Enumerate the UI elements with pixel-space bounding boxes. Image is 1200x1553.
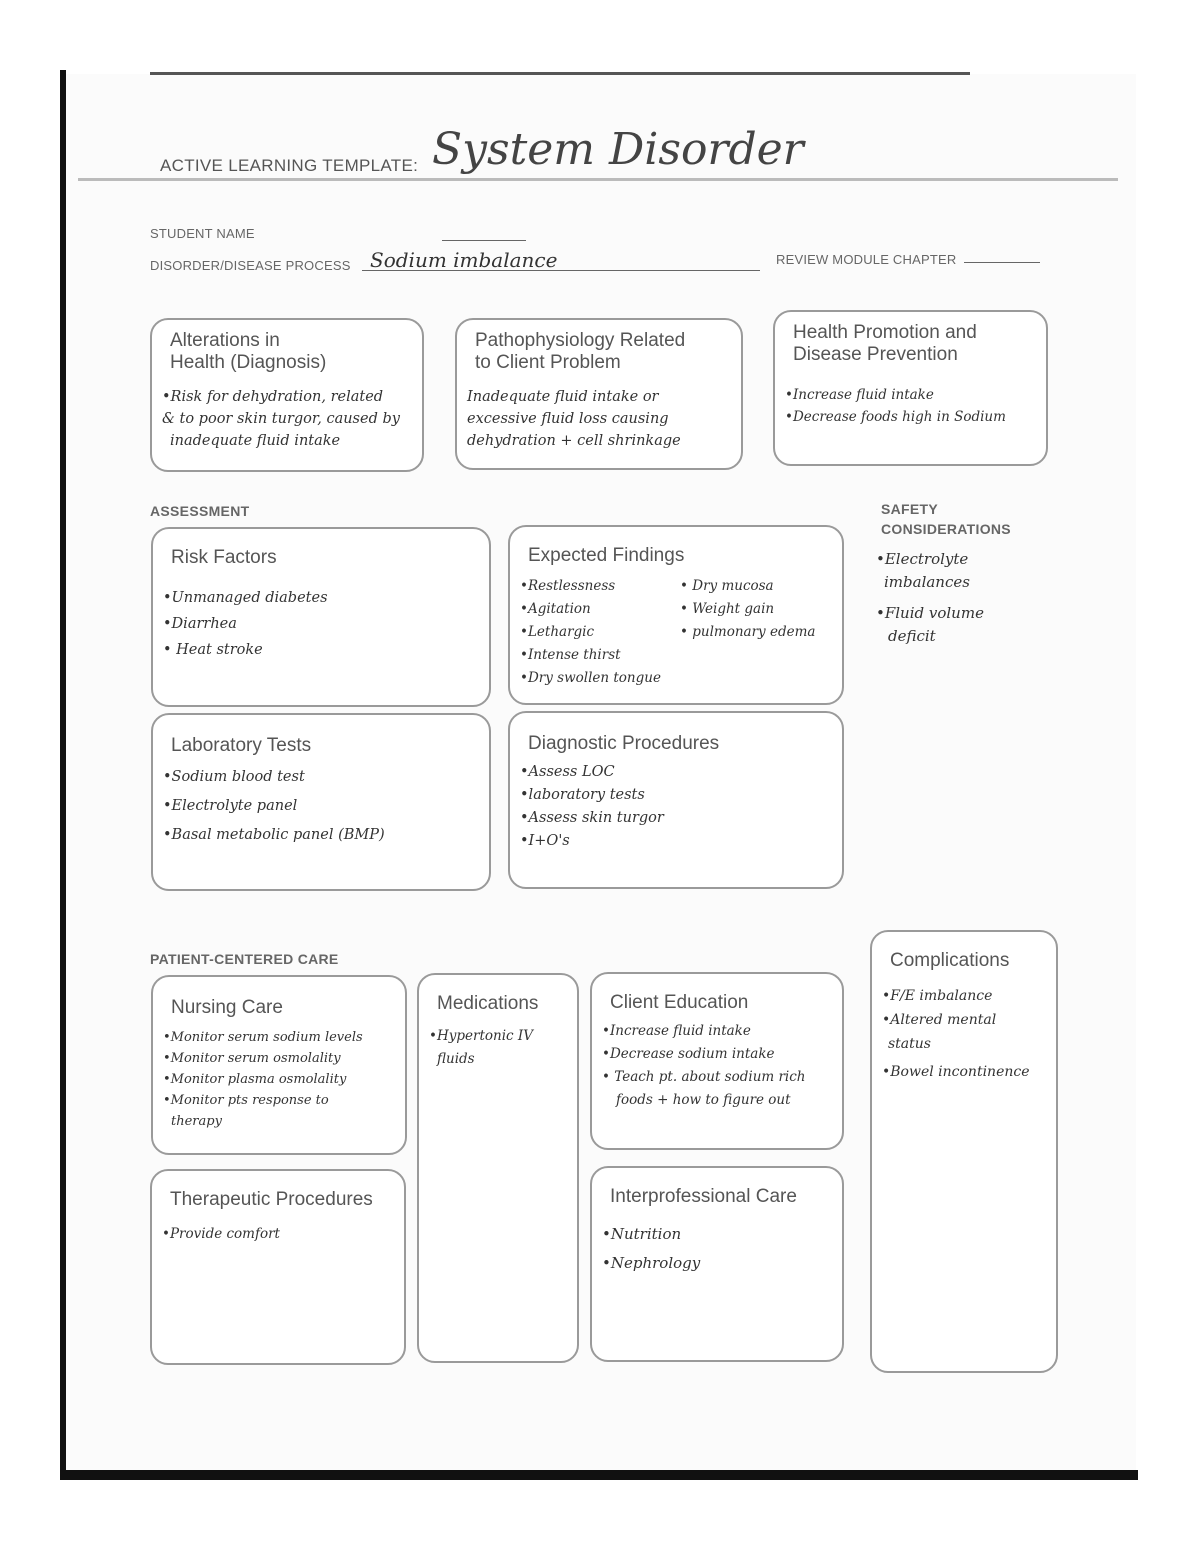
health-promotion-box — [773, 310, 1048, 466]
header-rule — [78, 178, 1118, 181]
complications-text: •F/E imbalance •Altered mental status •Bowel incontinence — [882, 988, 1030, 1080]
interprofessional-care-box — [590, 1166, 844, 1362]
complications-box — [870, 930, 1058, 1373]
complications-title: Complications — [890, 950, 1010, 971]
risk-factors-box — [151, 527, 491, 707]
template-label: ACTIVE LEARNING TEMPLATE: — [160, 156, 419, 175]
nursing-care-title: Nursing Care — [171, 997, 283, 1018]
disorder-field[interactable]: Sodium imbalance — [370, 248, 558, 272]
laboratory-tests-box — [151, 713, 491, 891]
page-edge-bottom — [60, 1470, 1138, 1480]
medications-text: •Hypertonic IV fluids — [429, 1028, 533, 1067]
alterations-title: Alterations in Health (Diagnosis) — [170, 330, 327, 373]
health-promotion-title: Health Promotion and Disease Prevention — [793, 322, 977, 365]
risk-factors-text: •Unmanaged diabetes •Diarrhea • Heat stroke — [163, 590, 328, 658]
diagnostic-procedures-text: •Assess LOC •laboratory tests •Assess skin turgor •I+O's — [520, 764, 664, 849]
page-title: System Disorder — [432, 124, 804, 175]
client-education-title: Client Education — [610, 992, 749, 1013]
review-module-label: REVIEW MODULE CHAPTER — [776, 252, 957, 267]
patient-care-section-label: PATIENT-CENTERED CARE — [150, 951, 339, 967]
interprofessional-care-title: Interprofessional Care — [610, 1186, 797, 1207]
laboratory-tests-title: Laboratory Tests — [171, 735, 312, 756]
student-name-field[interactable] — [442, 240, 526, 241]
interprofessional-care-text: •Nutrition •Nephrology — [602, 1225, 701, 1272]
laboratory-tests-text: •Sodium blood test •Electrolyte panel •Basal metabolic panel (BMP) — [163, 769, 385, 843]
alterations-text: •Risk for dehydration, related & to poor skin turgor, caused by inadequate fluid intake — [162, 389, 400, 449]
risk-factors-title: Risk Factors — [171, 547, 277, 568]
nursing-care-text: •Monitor serum sodium levels •Monitor serum osmolality •Monitor plasma osmolality •Monitor pts response to therapy — [163, 1030, 363, 1129]
safety-considerations-text: •Electrolyte imbalances •Fluid volume deficit — [876, 550, 984, 645]
top-rule — [150, 72, 970, 75]
pathophysiology-title: Pathophysiology Related to Client Problem — [475, 330, 686, 373]
disorder-label: DISORDER/DISEASE PROCESS — [150, 258, 351, 273]
expected-findings-box — [508, 525, 844, 705]
health-promotion-text: •Increase fluid intake •Decrease foods high in Sodium — [785, 387, 1006, 425]
client-education-text: •Increase fluid intake •Decrease sodium intake • Teach pt. about sodium rich foods + how to figure out — [602, 1023, 806, 1108]
diagnostic-procedures-box — [508, 711, 844, 889]
review-module-field[interactable] — [964, 262, 1040, 263]
expected-findings-title: Expected Findings — [528, 545, 685, 566]
expected-findings-text: •Restlessness •Agitation •Lethargic •Intense thirst •Dry swollen tongue • Dry mucosa • Weight gain • pulmonary edema — [520, 578, 816, 686]
nursing-care-box — [151, 975, 407, 1155]
therapeutic-procedures-text: •Provide comfort — [162, 1226, 280, 1242]
student-name-label: STUDENT NAME — [150, 226, 255, 241]
safety-considerations-label: SAFETY CONSIDERATIONS — [881, 501, 1011, 537]
pathophysiology-text: Inadequate fluid intake or excessive fluid loss causing dehydration + cell shrinkage — [467, 389, 681, 449]
therapeutic-procedures-title: Therapeutic Procedures — [170, 1189, 373, 1210]
pathophysiology-box — [455, 318, 743, 470]
medications-box — [417, 973, 579, 1363]
diagnostic-procedures-title: Diagnostic Procedures — [528, 733, 720, 754]
assessment-section-label: ASSESSMENT — [150, 503, 250, 519]
therapeutic-procedures-box — [150, 1169, 406, 1365]
alterations-box — [150, 318, 424, 472]
client-education-box — [590, 972, 844, 1150]
medications-title: Medications — [437, 993, 539, 1014]
